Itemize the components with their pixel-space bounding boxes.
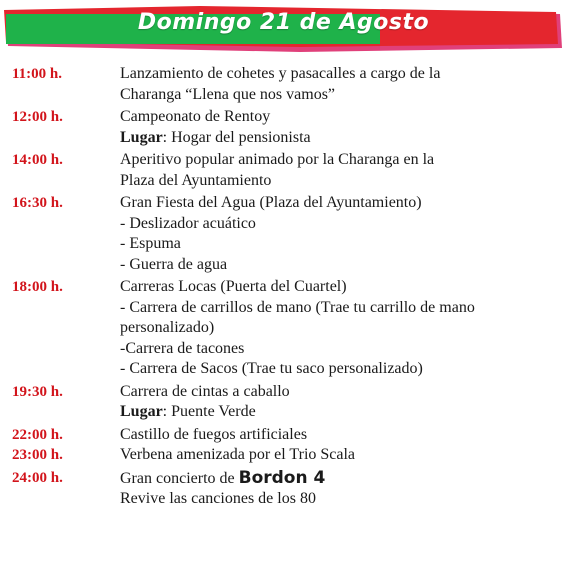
event-line: - Carrera de carrillos de mano (Trae tu carrillo de mano [120,298,475,316]
event-description [120,64,560,105]
event-description [120,107,560,148]
event-description [120,425,560,446]
event-time: 19:30 h. [12,383,63,400]
event-line: -Carrera de tacones [120,339,245,357]
place-value: : Puente Verde [162,403,256,420]
event-line: Castillo de fuegos artificiales [120,425,308,443]
event-time: 12:00 h. [12,109,63,125]
event-time: 23:00 h. [12,447,63,463]
event-row [12,382,560,423]
event-description [120,277,560,380]
event-schedule [12,64,560,510]
page-title: Domingo 21 de Agosto [137,10,430,35]
event-line: Aperitivo popular animado por la Charanga en la [120,151,435,168]
event-line: personalizado) [120,319,215,336]
event-time: 24:00 h. [12,469,63,486]
event-line: - Carrera de Sacos (Trae tu saco personalizado) [120,360,423,377]
event-time: 18:00 h. [12,279,63,295]
event-line: - Espuma [120,235,181,252]
event-row [12,107,560,148]
event-description [120,193,560,275]
event-row [12,64,560,105]
event-row [12,445,560,466]
event-description [120,150,560,191]
event-line: Verbena amenizada por el Trio Scala [120,446,356,463]
event-line: Gran Fiesta del Agua (Plaza del Ayuntamiento) [120,194,422,211]
event-row [12,425,560,446]
event-time: 11:00 h. [12,66,63,82]
event-line: - Deslizador acuático [120,214,256,232]
event-line: Campeonato de Rentoy [120,108,271,125]
event-concert [120,468,560,490]
event-line: Charanga “Llena que nos vamos” [120,85,336,103]
band-name: Bordon 4 [238,467,326,488]
header-banner [0,0,567,62]
event-place [120,402,560,423]
event-line: Plaza del Ayuntamiento [120,171,272,189]
event-time: 14:00 h. [12,152,63,168]
event-description [120,382,560,423]
event-line: Carreras Locas (Puerta del Cuartel) [120,278,347,295]
event-description [120,445,560,466]
event-line: - Guerra de agua [120,255,228,273]
place-value: : Hogar del pensionista [162,128,311,146]
event-description [120,468,560,510]
event-time: 16:30 h. [12,195,63,211]
concert-prefix: Gran concierto de [120,469,239,487]
event-row [12,150,560,191]
event-row [12,193,560,275]
event-place [120,128,560,149]
place-label: Lugar [120,128,163,146]
event-row [12,277,560,380]
event-line: Revive las canciones de los 80 [120,490,316,507]
event-line: Lanzamiento de cohetes y pasacalles a cargo de la [120,65,441,82]
event-line: Carrera de cintas a caballo [120,382,290,400]
place-label: Lugar [120,403,163,420]
event-row [12,468,560,510]
event-time: 22:00 h. [12,426,63,443]
